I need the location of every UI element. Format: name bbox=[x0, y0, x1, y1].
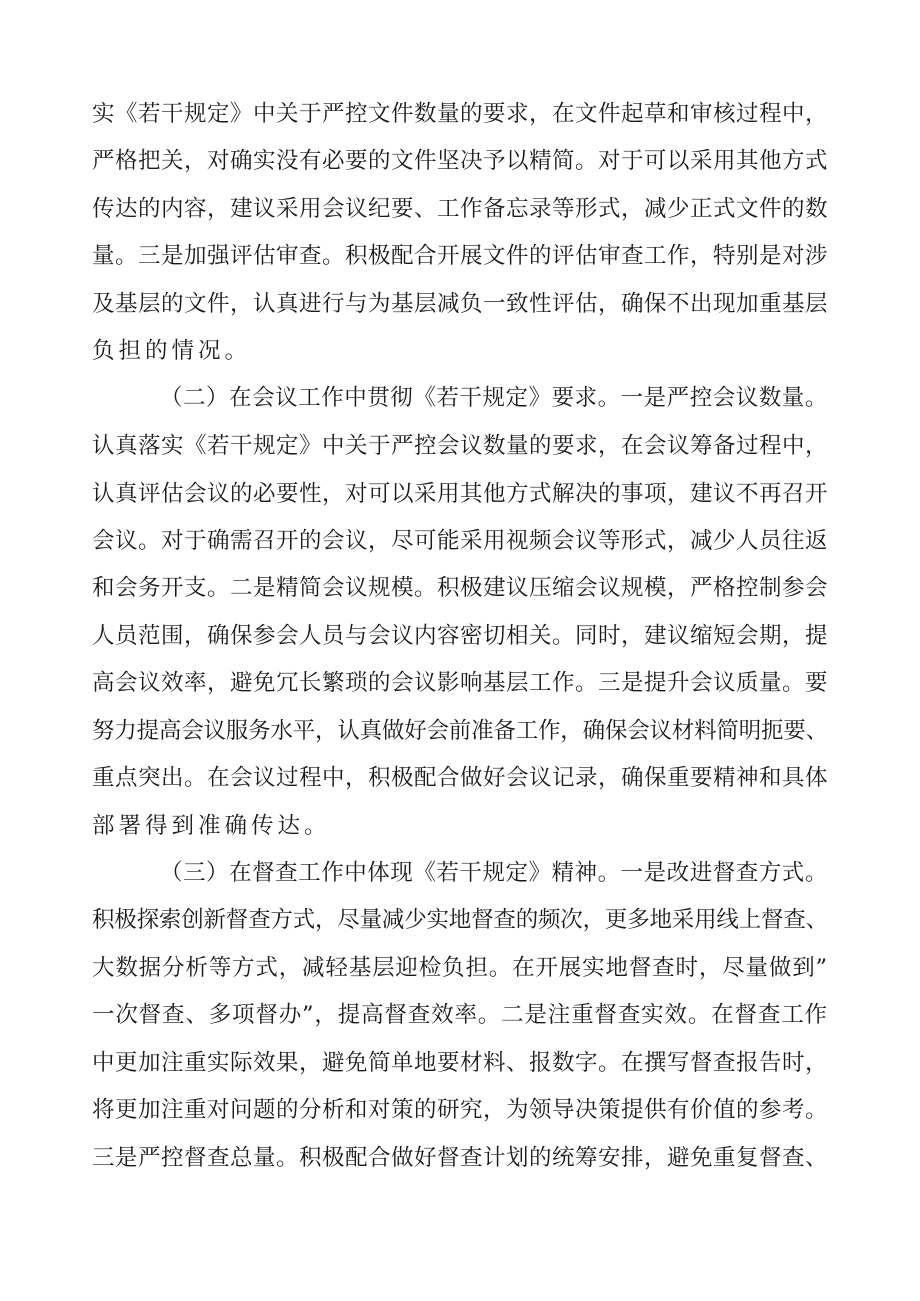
text-line: 努力提高会议服务水平，认真做好会前准备工作，确保会议材料简明扼要、 bbox=[92, 718, 828, 744]
section-heading-line: （三）在督查工作中体现《若干规定》精神。一是改进督查方式。 bbox=[160, 860, 828, 886]
text-line: 严格把关，对确实没有必要的文件坚决予以精简。对于可以采用其他方式 bbox=[92, 148, 829, 174]
text-line: 重点突出。在会议过程中，积极配合做好会议记录，确保重要精神和具体 bbox=[92, 765, 829, 791]
text-line: 一次督查、多项督办”，提高督查效率。二是注重督查实效。在督查工作 bbox=[92, 1002, 828, 1028]
text-line: 会议。对于确需召开的会议，尽可能采用视频会议等形式，减少人员往返 bbox=[92, 528, 829, 554]
text-line: 高会议效率，避免冗长繁琐的会议影响基层工作。三是提升会议质量。要 bbox=[92, 670, 829, 696]
text-line: 及基层的文件，认真进行与为基层减负一致性评估，确保不出现加重基层 bbox=[92, 291, 829, 317]
text-line: 大数据分析等方式，减轻基层迎检负担。在开展实地督查时，尽量做到” bbox=[92, 955, 828, 981]
text-line: 负担的情况。 bbox=[92, 338, 252, 364]
text-line: 和会务开支。二是精简会议规模。积极建议压缩会议规模，严格控制参会 bbox=[92, 575, 829, 601]
text-line: 传达的内容，建议采用会议纪要、工作备忘录等形式，减少正式文件的数 bbox=[92, 196, 829, 222]
text-line: 部署得到准确传达。 bbox=[92, 813, 331, 839]
text-line: 认真评估会议的必要性，对可以采用其他方式解决的事项，建议不再召开 bbox=[92, 481, 829, 507]
section-heading-line: （二）在会议工作中贯彻《若干规定》要求。一是严控会议数量。 bbox=[160, 385, 828, 411]
text-line: 人员范围，确保参会人员与会议内容密切相关。同时，建议缩短会期，提 bbox=[92, 623, 829, 649]
text-line: 认真落实《若干规定》中关于严控会议数量的要求，在会议筹备过程中， bbox=[92, 433, 829, 459]
text-line: 三是严控督查总量。积极配合做好督查计划的统筹安排，避免重复督查、 bbox=[92, 1145, 829, 1171]
text-line: 实《若干规定》中关于严控文件数量的要求，在文件起草和审核过程中， bbox=[92, 101, 829, 127]
text-line: 积极探索创新督查方式，尽量减少实地督查的频次，更多地采用线上督查、 bbox=[92, 907, 828, 933]
text-line: 中更加注重实际效果，避免简单地要材料、报数字。在撰写督查报告时， bbox=[92, 1050, 829, 1076]
text-line: 量。三是加强评估审查。积极配合开展文件的评估审查工作，特别是对涉 bbox=[92, 243, 829, 269]
text-line: 将更加注重对问题的分析和对策的研究，为领导决策提供有价值的参考。 bbox=[92, 1097, 829, 1123]
